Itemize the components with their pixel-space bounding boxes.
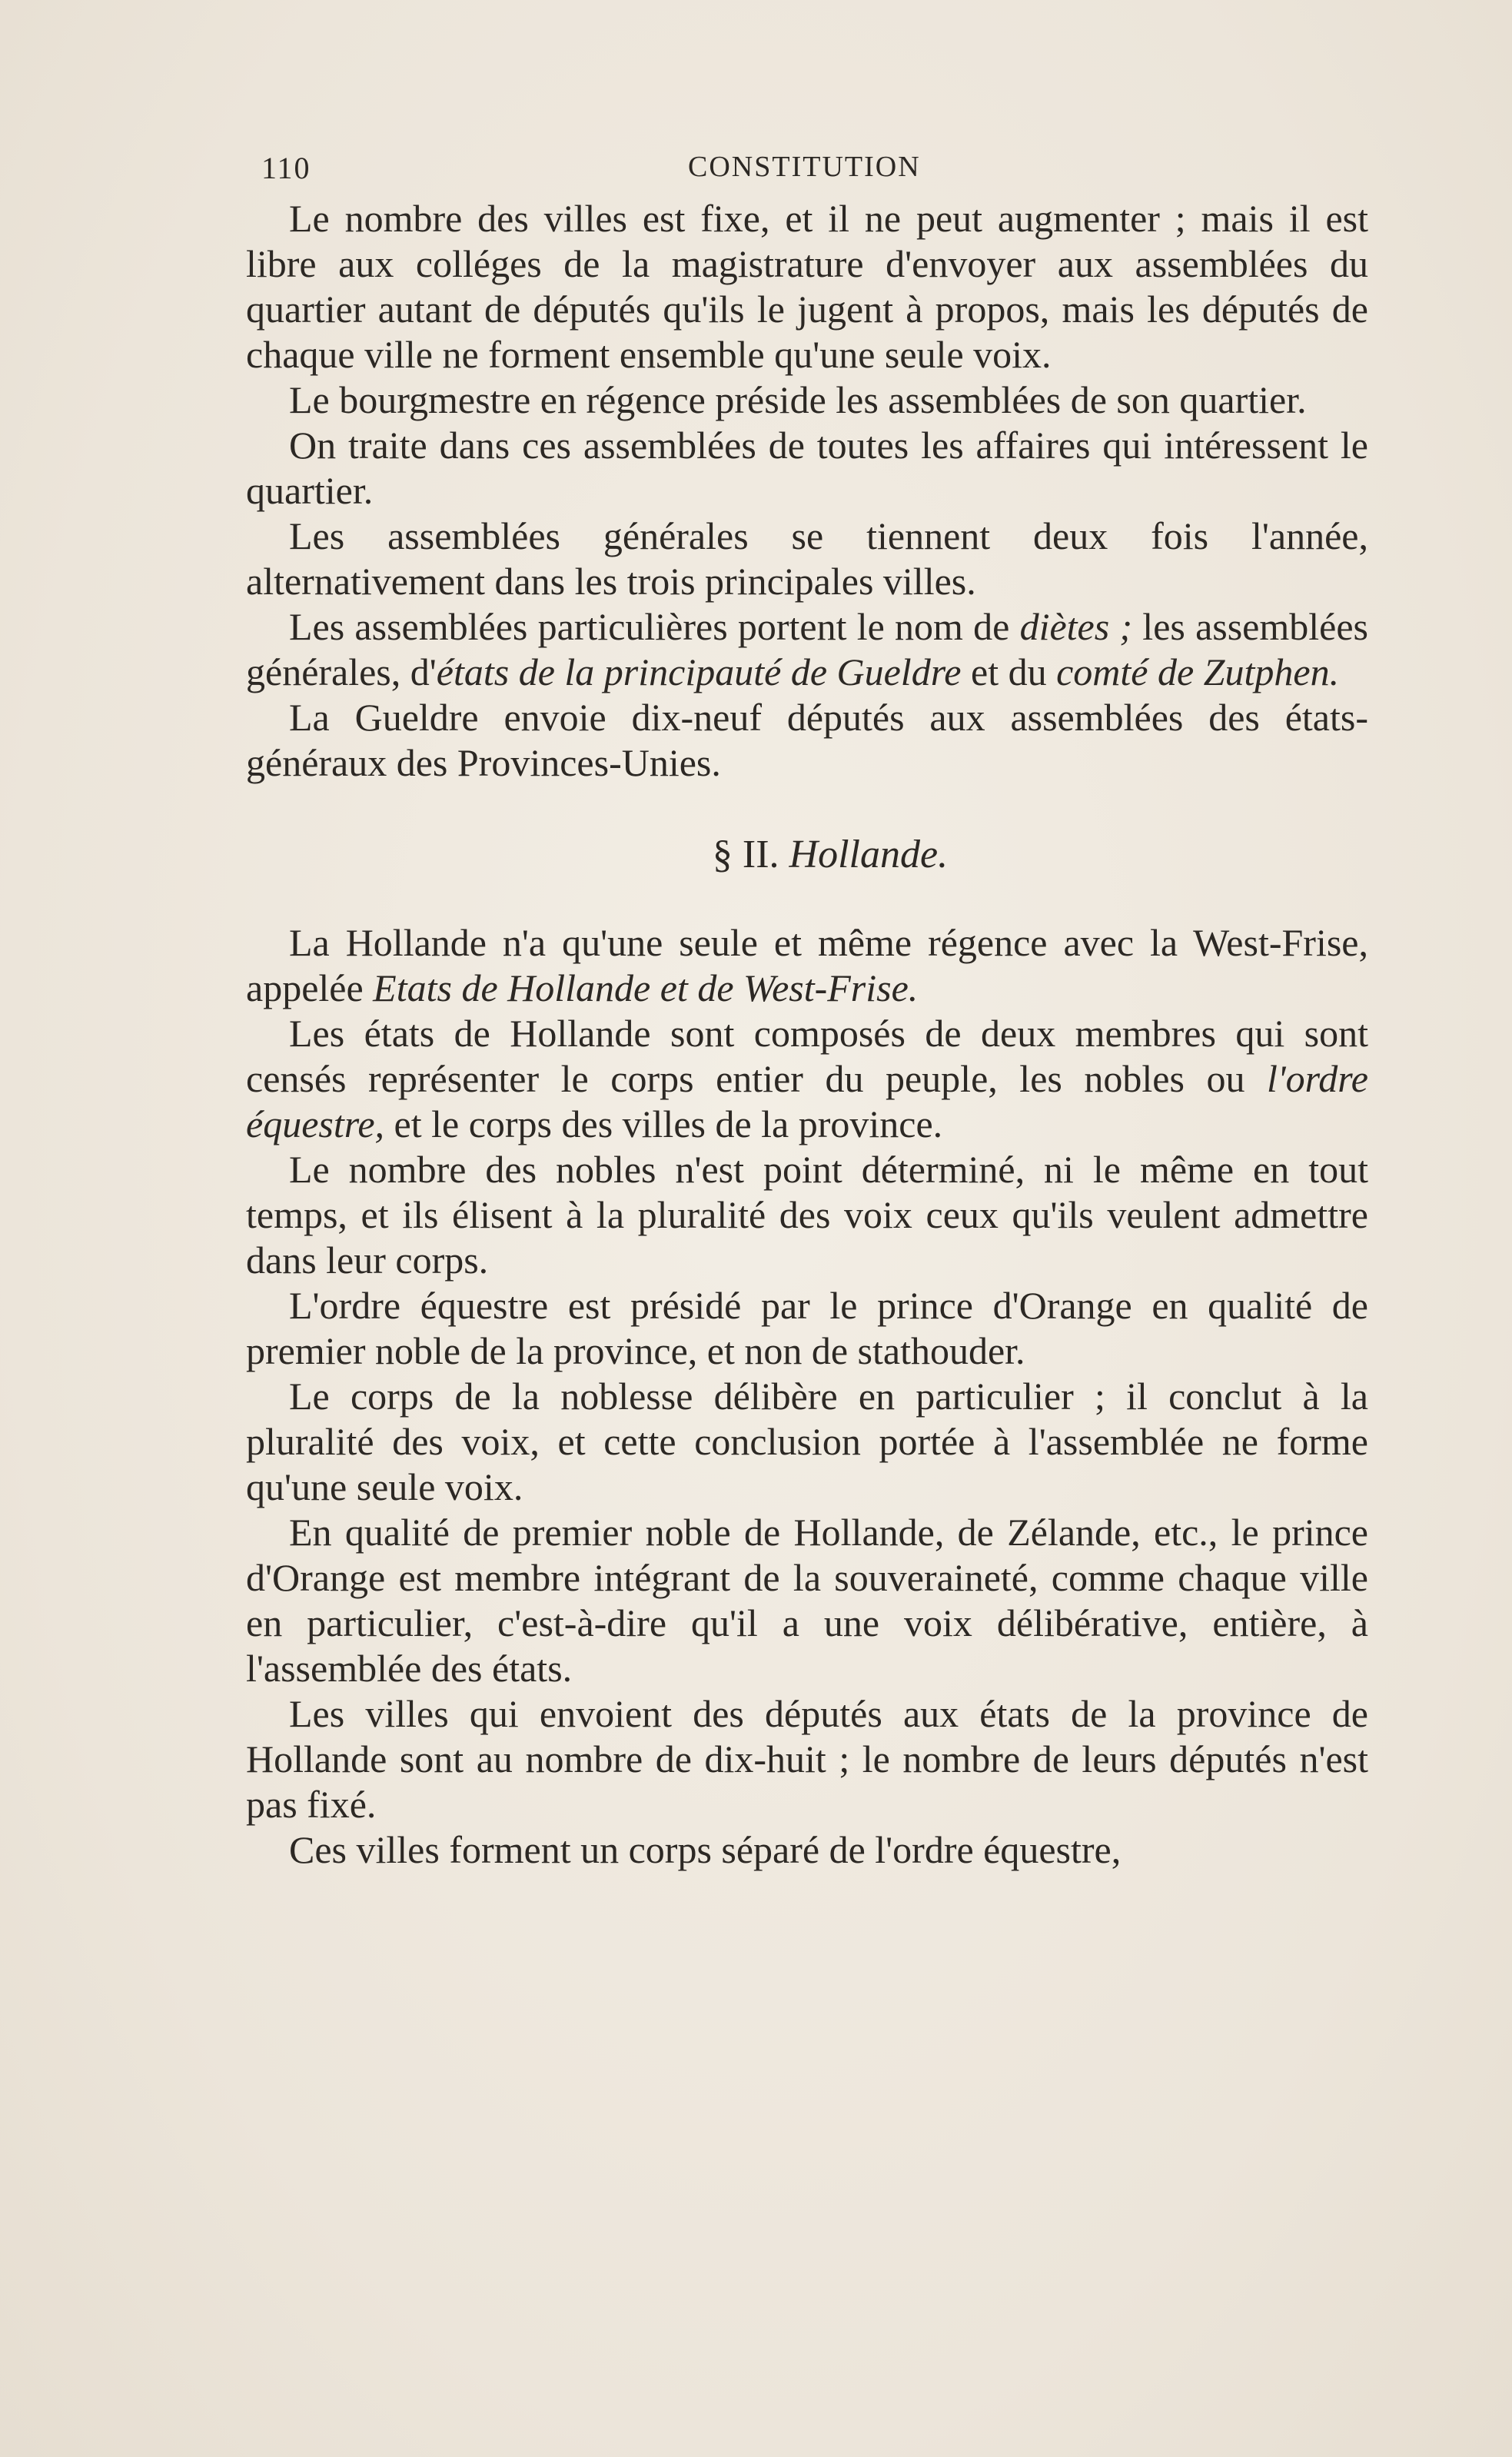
text-run: La Gueldre envoie dix-neuf députés aux assemblées des états-généraux des Provinces-Unies. [246,696,1368,784]
text-run: Le corps de la noblesse délibère en particulier ; il conclut à la pluralité des voix, et cette conclusion portée à l'assemblée ne forme qu'une seule voix. [246,1375,1368,1508]
section-name: Hollande. [789,833,949,876]
paragraph [246,377,1368,423]
text-run: et le corps des villes de la province. [384,1102,943,1145]
text-run: Les états de Hollande sont composés de deux membres qui sont censés représenter le corps entier du peuple, les nobles ou [246,1012,1368,1100]
paragraph [246,196,1368,377]
text-block-hollande [246,920,1368,1873]
paragraph [246,1510,1368,1691]
text-run: et du [961,650,1057,693]
section-heading [246,832,1368,877]
italic-phrase: Etats de Hollande et de West-Frise. [373,966,919,1009]
paragraph [246,1147,1368,1283]
text-block-gueldre [246,196,1368,786]
text-run: Les assemblées particulières portent le nom de [289,605,1020,648]
text-run: Le bourgmestre en régence préside les assemblées de son quartier. [289,378,1307,421]
text-run: La Hollande n'a qu'une seule et même régence avec la West-Frise, appelée [246,921,1368,1009]
paragraph [246,1827,1368,1873]
paragraph [246,604,1368,695]
paragraph [246,1011,1368,1147]
section-number: § II. [712,833,779,876]
italic-phrase: l'ordre équestre, [246,1057,1368,1145]
text-run: En qualité de premier noble de Hollande, de Zélande, etc., le prince d'Orange est membre intégrant de la souveraineté, comme chaque ville en particulier, c'est-à-dire qu'il a une voix délibérative, entière, à l'assemblée des états. [246,1511,1368,1690]
text-run: Le nombre des nobles n'est point déterminé, ni le même en tout temps, et ils élisent à la pluralité des voix ceux qu'ils veulent admettre dans leur corps. [246,1148,1368,1282]
text-run: Les villes qui envoient des députés aux états de la province de Hollande sont au nombre de dix-huit ; le nombre de leurs députés n'est pas fixé. [246,1692,1368,1826]
text-run: Ces villes forment un corps séparé de l'ordre équestre, [289,1828,1122,1871]
paragraph [246,1691,1368,1827]
paragraph [246,1283,1368,1374]
text-run: Le nombre des villes est fixe, et il ne peut augmenter ; mais il est libre aux colléges de la magistrature d'envoyer aux assemblées du quartier autant de députés qu'ils le jugent à propos, mais les députés de chaque ville ne forment ensemble qu'une seule voix. [246,197,1368,376]
paragraph [246,1374,1368,1510]
running-head [246,150,1368,196]
running-title: CONSTITUTION [688,151,921,183]
paragraph [246,920,1368,1011]
paragraph [246,423,1368,514]
book-page [246,150,1368,1873]
text-run: L'ordre équestre est présidé par le prince d'Orange en qualité de premier noble de la province, et non de stathouder. [246,1284,1368,1372]
page-number: 110 [261,151,311,185]
italic-phrase: états de la principauté de Gueldre [436,650,962,693]
paragraph [246,514,1368,604]
italic-phrase: diètes ; [1019,605,1133,648]
text-run: les assemblées générales, d' [246,605,1368,693]
paragraph [246,695,1368,786]
text-run: On traite dans ces assemblées de toutes les affaires qui intéressent le quartier. [246,424,1368,512]
text-run: Les assemblées générales se tiennent deux fois l'année, alternativement dans les trois principales villes. [246,514,1368,603]
italic-phrase: comté de Zutphen. [1056,650,1340,693]
